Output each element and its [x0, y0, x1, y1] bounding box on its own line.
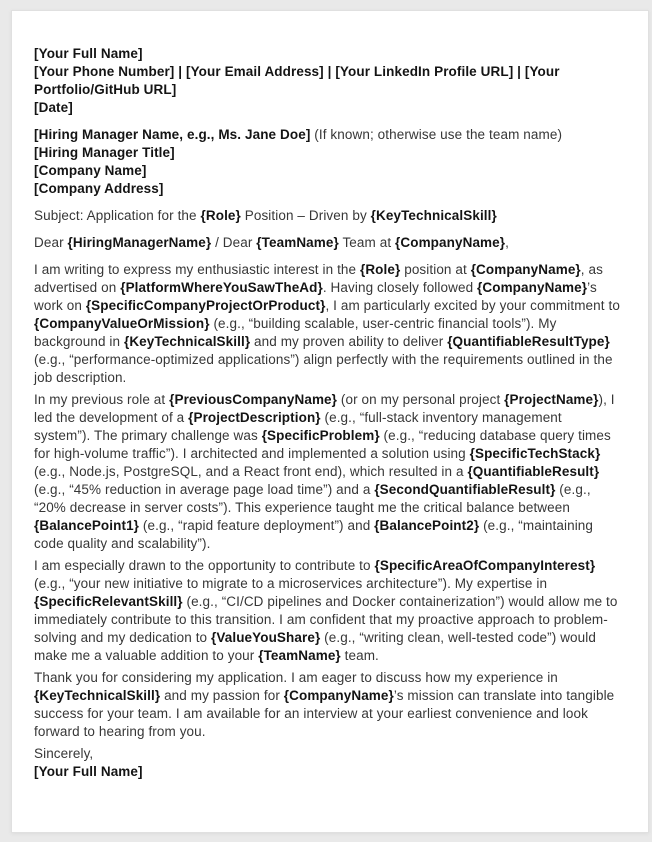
text-run: , I am particularly excited by your commitment to — [325, 298, 620, 313]
placeholder-token: {SpecificProblem} — [261, 428, 380, 443]
text-run: (e.g., “reducing database query times for high-volume traffic”). I architected and implemented a solution using — [34, 428, 611, 461]
paragraph-company-fit — [34, 557, 621, 665]
text-run: (If known; otherwise use the team name) — [310, 127, 563, 142]
placeholder-token: {SpecificRelevantSkill} — [34, 594, 183, 609]
text-run: Thank you for considering my application. I am eager to discuss how my experience in — [34, 670, 558, 685]
text-run: (or on my personal project — [337, 392, 505, 407]
text-run: , as advertised on — [34, 262, 603, 295]
text-run: Subject: Application for the — [34, 208, 201, 223]
text-run: ’s work on — [34, 280, 597, 313]
placeholder-token: {ValueYouShare} — [211, 630, 321, 645]
text-run: Dear — [34, 235, 68, 250]
placeholder-token: [Your Full Name] — [34, 46, 143, 61]
placeholder-token: [Company Address] — [34, 181, 164, 196]
text-run: I am especially drawn to the opportunity to contribute to — [34, 558, 375, 573]
text-run: and my proven ability to deliver — [250, 334, 448, 349]
subject-line — [34, 207, 621, 225]
text-run: (e.g., “writing clean, well-tested code”) would make me a valuable addition to your — [34, 630, 596, 663]
letter-body — [12, 11, 648, 781]
placeholder-token: {PlatformWhereYouSawTheAd} — [120, 280, 323, 295]
placeholder-token: {SpecificAreaOfCompanyInterest} — [374, 558, 596, 573]
placeholder-token: [Your Phone Number] | [Your Email Address] | [Your LinkedIn Profile URL] | [Your Portfolio/GitHub URL] — [34, 64, 560, 97]
placeholder-token: {CompanyName} — [477, 280, 588, 295]
text-run: (e.g., “maintaining code quality and scalability”). — [34, 518, 594, 551]
text-run: (e.g., “CI/CD pipelines and Docker containerization”) would allow me to immediately contribute to this transition. I am confident that my proactive approach to problem-solving and my dedication to — [34, 594, 618, 645]
text-run: I am writing to express my enthusiastic interest in the — [34, 262, 360, 277]
placeholder-token: {ProjectDescription} — [188, 410, 321, 425]
text-run: Sincerely, — [34, 746, 94, 761]
placeholder-token: {CompanyName} — [470, 262, 581, 277]
text-run: ’s mission can translate into tangible success for your team. I am available for an interview at your earliest convenience and look forward to hearing from you. — [34, 688, 615, 739]
text-run: ), I led the development of a — [34, 392, 615, 425]
paragraph-thanks — [34, 669, 621, 741]
placeholder-token: {BalancePoint1} — [34, 518, 140, 533]
paragraph-experience — [34, 391, 621, 553]
text-run: team. — [340, 648, 379, 663]
sender-header — [34, 45, 621, 117]
placeholder-token: {TeamName} — [256, 235, 339, 250]
placeholder-token: [Hiring Manager Name, e.g., Ms. Jane Doe] — [34, 127, 311, 142]
text-run: position at — [400, 262, 471, 277]
placeholder-token: [Your Full Name] — [34, 764, 143, 779]
placeholder-token: {CompanyValueOrMission} — [34, 316, 210, 331]
text-run: Team at — [338, 235, 396, 250]
placeholder-token: {CompanyName} — [395, 235, 506, 250]
placeholder-token: {CompanyName} — [283, 688, 394, 703]
text-run: (e.g., “performance-optimized applications”) align perfectly with the requirements outlined in the job description. — [34, 352, 613, 385]
placeholder-token: {QuantifiableResult} — [467, 464, 600, 479]
text-run: . Having closely followed — [322, 280, 478, 295]
placeholder-token: {BalancePoint2} — [374, 518, 480, 533]
placeholder-token: {KeyTechnicalSkill} — [370, 208, 497, 223]
text-run: (e.g., “full-stack inventory management system”). The primary challenge was — [34, 410, 562, 443]
placeholder-token: [Company Name] — [34, 163, 147, 178]
text-run: (e.g., “your new initiative to migrate to a microservices architecture”). My expertise in — [34, 576, 548, 591]
text-run: Position – Driven by — [240, 208, 371, 223]
text-run: (e.g., “rapid feature deployment”) and — [139, 518, 375, 533]
placeholder-token: {HiringManagerName} — [67, 235, 212, 250]
text-run: (e.g., “45% reduction in average page load time”) and a — [34, 482, 375, 497]
placeholder-token: {Role} — [359, 262, 401, 277]
placeholder-token: {KeyTechnicalSkill} — [34, 688, 161, 703]
placeholder-token: {QuantifiableResultType} — [447, 334, 610, 349]
text-run: , — [505, 235, 509, 250]
placeholder-token: {PreviousCompanyName} — [169, 392, 338, 407]
text-run: (e.g., “building scalable, user-centric financial tools”). My background in — [34, 316, 557, 349]
placeholder-token: [Hiring Manager Title] — [34, 145, 175, 160]
placeholder-token: {ProjectName} — [504, 392, 599, 407]
paragraph-intro — [34, 261, 621, 387]
placeholder-token: [Date] — [34, 100, 73, 115]
placeholder-token: {TeamName} — [258, 648, 341, 663]
letter-page — [11, 10, 649, 833]
placeholder-token: {KeyTechnicalSkill} — [123, 334, 251, 349]
text-run: (e.g., Node.js, PostgreSQL, and a React front end), which resulted in a — [34, 464, 468, 479]
placeholder-token: {SecondQuantifiableResult} — [374, 482, 556, 497]
text-run: (e.g., “20% decrease in server costs”). This experience taught me the critical balance between — [34, 482, 591, 515]
text-run: In my previous role at — [34, 392, 170, 407]
closing-signature — [34, 745, 621, 781]
placeholder-token: {Role} — [200, 208, 241, 223]
placeholder-token: {SpecificCompanyProjectOrProduct} — [85, 298, 326, 313]
salutation — [34, 234, 621, 252]
recipient-block — [34, 126, 621, 198]
text-run: and my passion for — [160, 688, 284, 703]
placeholder-token: {SpecificTechStack} — [469, 446, 601, 461]
text-run: / Dear — [211, 235, 257, 250]
